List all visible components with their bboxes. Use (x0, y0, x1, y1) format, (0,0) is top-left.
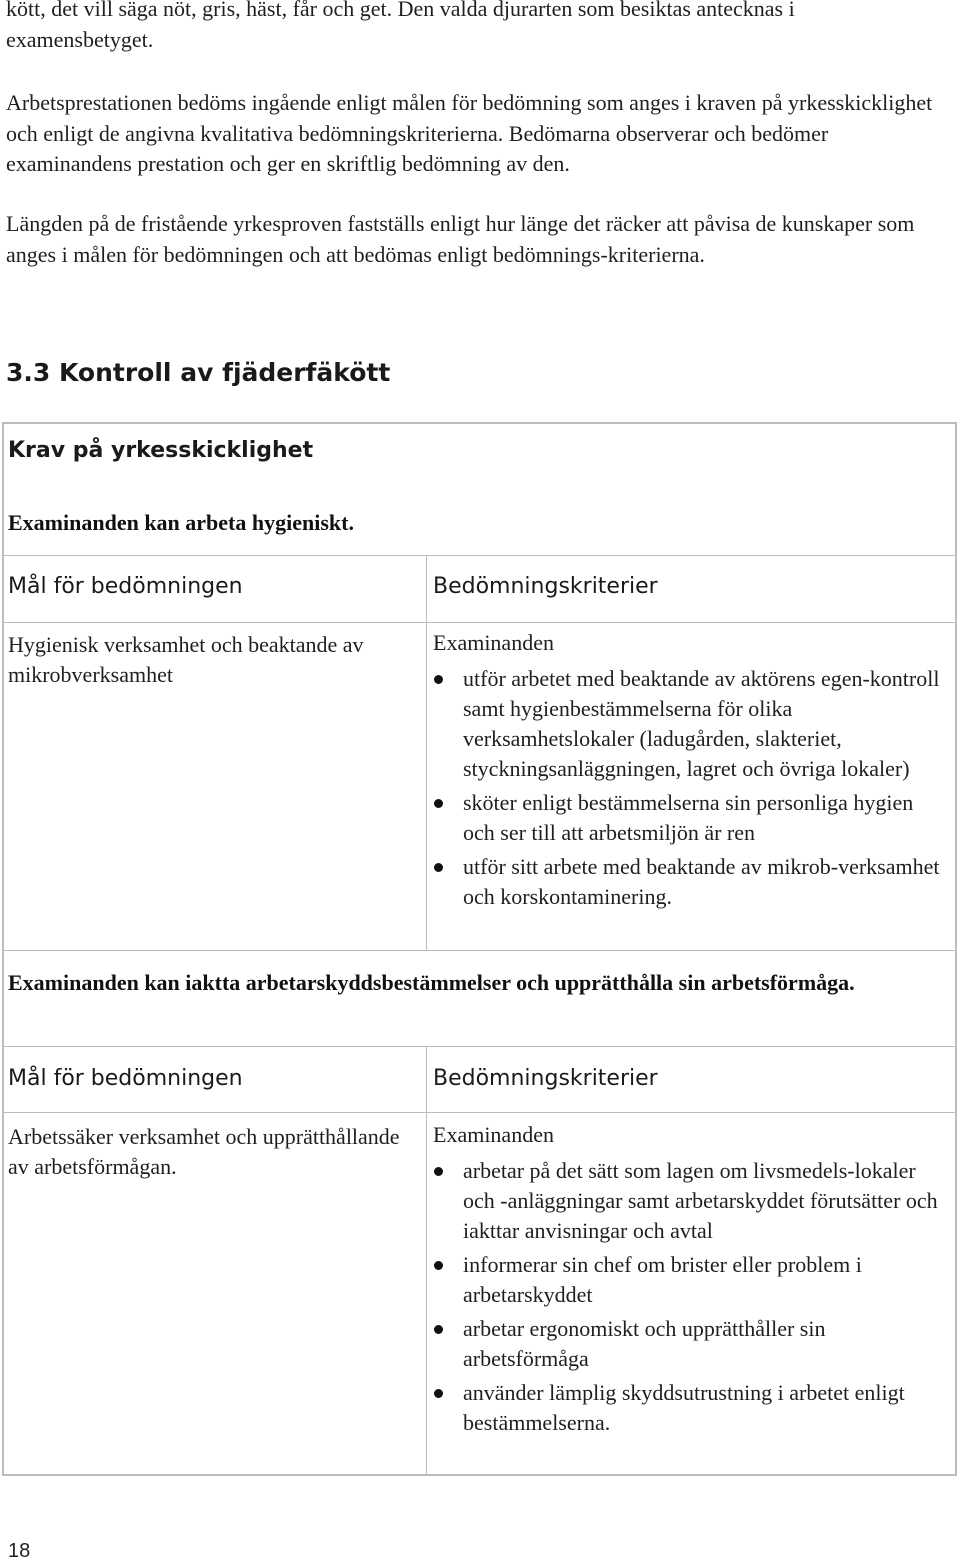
column-divider (426, 1046, 427, 1476)
goal-text: Hygienisk verksamhet och beaktande av mikrobverksamhet (8, 632, 364, 687)
box-border-bottom (2, 1474, 957, 1476)
requirement-text: Examinanden kan iaktta arbetarskyddsbestämmelser och upprätthålla sin arbetsförmåga. (8, 970, 855, 995)
goal-column-header: Mål för bedömningen (8, 1066, 243, 1091)
criteria-list (433, 664, 943, 916)
box-title: Krav på yrkesskicklighet (8, 438, 314, 463)
goal-text: Arbetssäker verksamhet och upprätthållande av arbetsförmågan. (8, 1124, 400, 1179)
criteria-list (433, 1156, 943, 1442)
row-divider (2, 1112, 957, 1113)
intro-paragraph: Arbetsprestationen bedöms ingående enligt målen för bedömning som anges i kraven på yrkesskicklighet och enligt de angivna kvalitativa bedömningskriterierna. Bedömarna observerar och bedömer examinandens prestation och ger en skriftlig bedömning av den. (6, 90, 933, 176)
intro-paragraph: kött, det vill säga nöt, gris, häst, får och get. Den valda djurarten som besiktas antecknas i examensbetyget. (6, 0, 795, 52)
row-divider (2, 950, 957, 951)
criteria-item: använder lämplig skyddsutrustning i arbetet enligt bestämmelserna. (433, 1378, 943, 1438)
box-border-left (2, 422, 4, 1476)
criteria-item: utför sitt arbete med beaktande av mikrob-verksamhet och korskontaminering. (433, 852, 943, 912)
criteria-column-header: Bedömningskriterier (433, 574, 658, 599)
criteria-column-header: Bedömningskriterier (433, 1066, 658, 1091)
bullet-icon (434, 1389, 443, 1398)
row-divider (2, 622, 957, 623)
column-divider (426, 555, 427, 950)
section-heading: 3.3 Kontroll av fjäderfäkött (6, 358, 391, 387)
bullet-icon (434, 799, 443, 808)
box-border-right (955, 422, 957, 1476)
intro-paragraph: Längden på de fristående yrkesproven fastställs enligt hur länge det räcker att påvisa de kunskaper som anges i målen för bedömningen och att bedömas enligt bedömnings-kriterierna. (6, 211, 915, 267)
bullet-icon (434, 675, 443, 684)
row-divider (2, 555, 957, 556)
page-number: 18 (8, 1540, 31, 1562)
requirement-text: Examinanden kan arbeta hygieniskt. (8, 510, 354, 535)
criteria-item: informerar sin chef om brister eller problem i arbetarskyddet (433, 1250, 943, 1310)
criteria-intro: Examinanden (433, 1122, 554, 1147)
row-divider (2, 1046, 957, 1047)
bullet-icon (434, 863, 443, 872)
criteria-intro: Examinanden (433, 630, 554, 655)
criteria-item: arbetar på det sätt som lagen om livsmedels-lokaler och -anläggningar samt arbetarskyddet förutsätter och iakttar anvisningar och avtal (433, 1156, 943, 1246)
criteria-item: sköter enligt bestämmelserna sin personliga hygien och ser till att arbetsmiljön är ren (433, 788, 943, 848)
box-border-top (2, 422, 957, 424)
bullet-icon (434, 1261, 443, 1270)
bullet-icon (434, 1325, 443, 1334)
goal-column-header: Mål för bedömningen (8, 574, 243, 599)
criteria-item: arbetar ergonomiskt och upprätthåller sin arbetsförmåga (433, 1314, 943, 1374)
criteria-item: utför arbetet med beaktande av aktörens egen-kontroll samt hygienbestämmelserna för olika verksamhetslokaler (ladugården, slakteriet, styckningsanläggningen, lagret och övriga lokaler) (433, 664, 943, 784)
bullet-icon (434, 1167, 443, 1176)
